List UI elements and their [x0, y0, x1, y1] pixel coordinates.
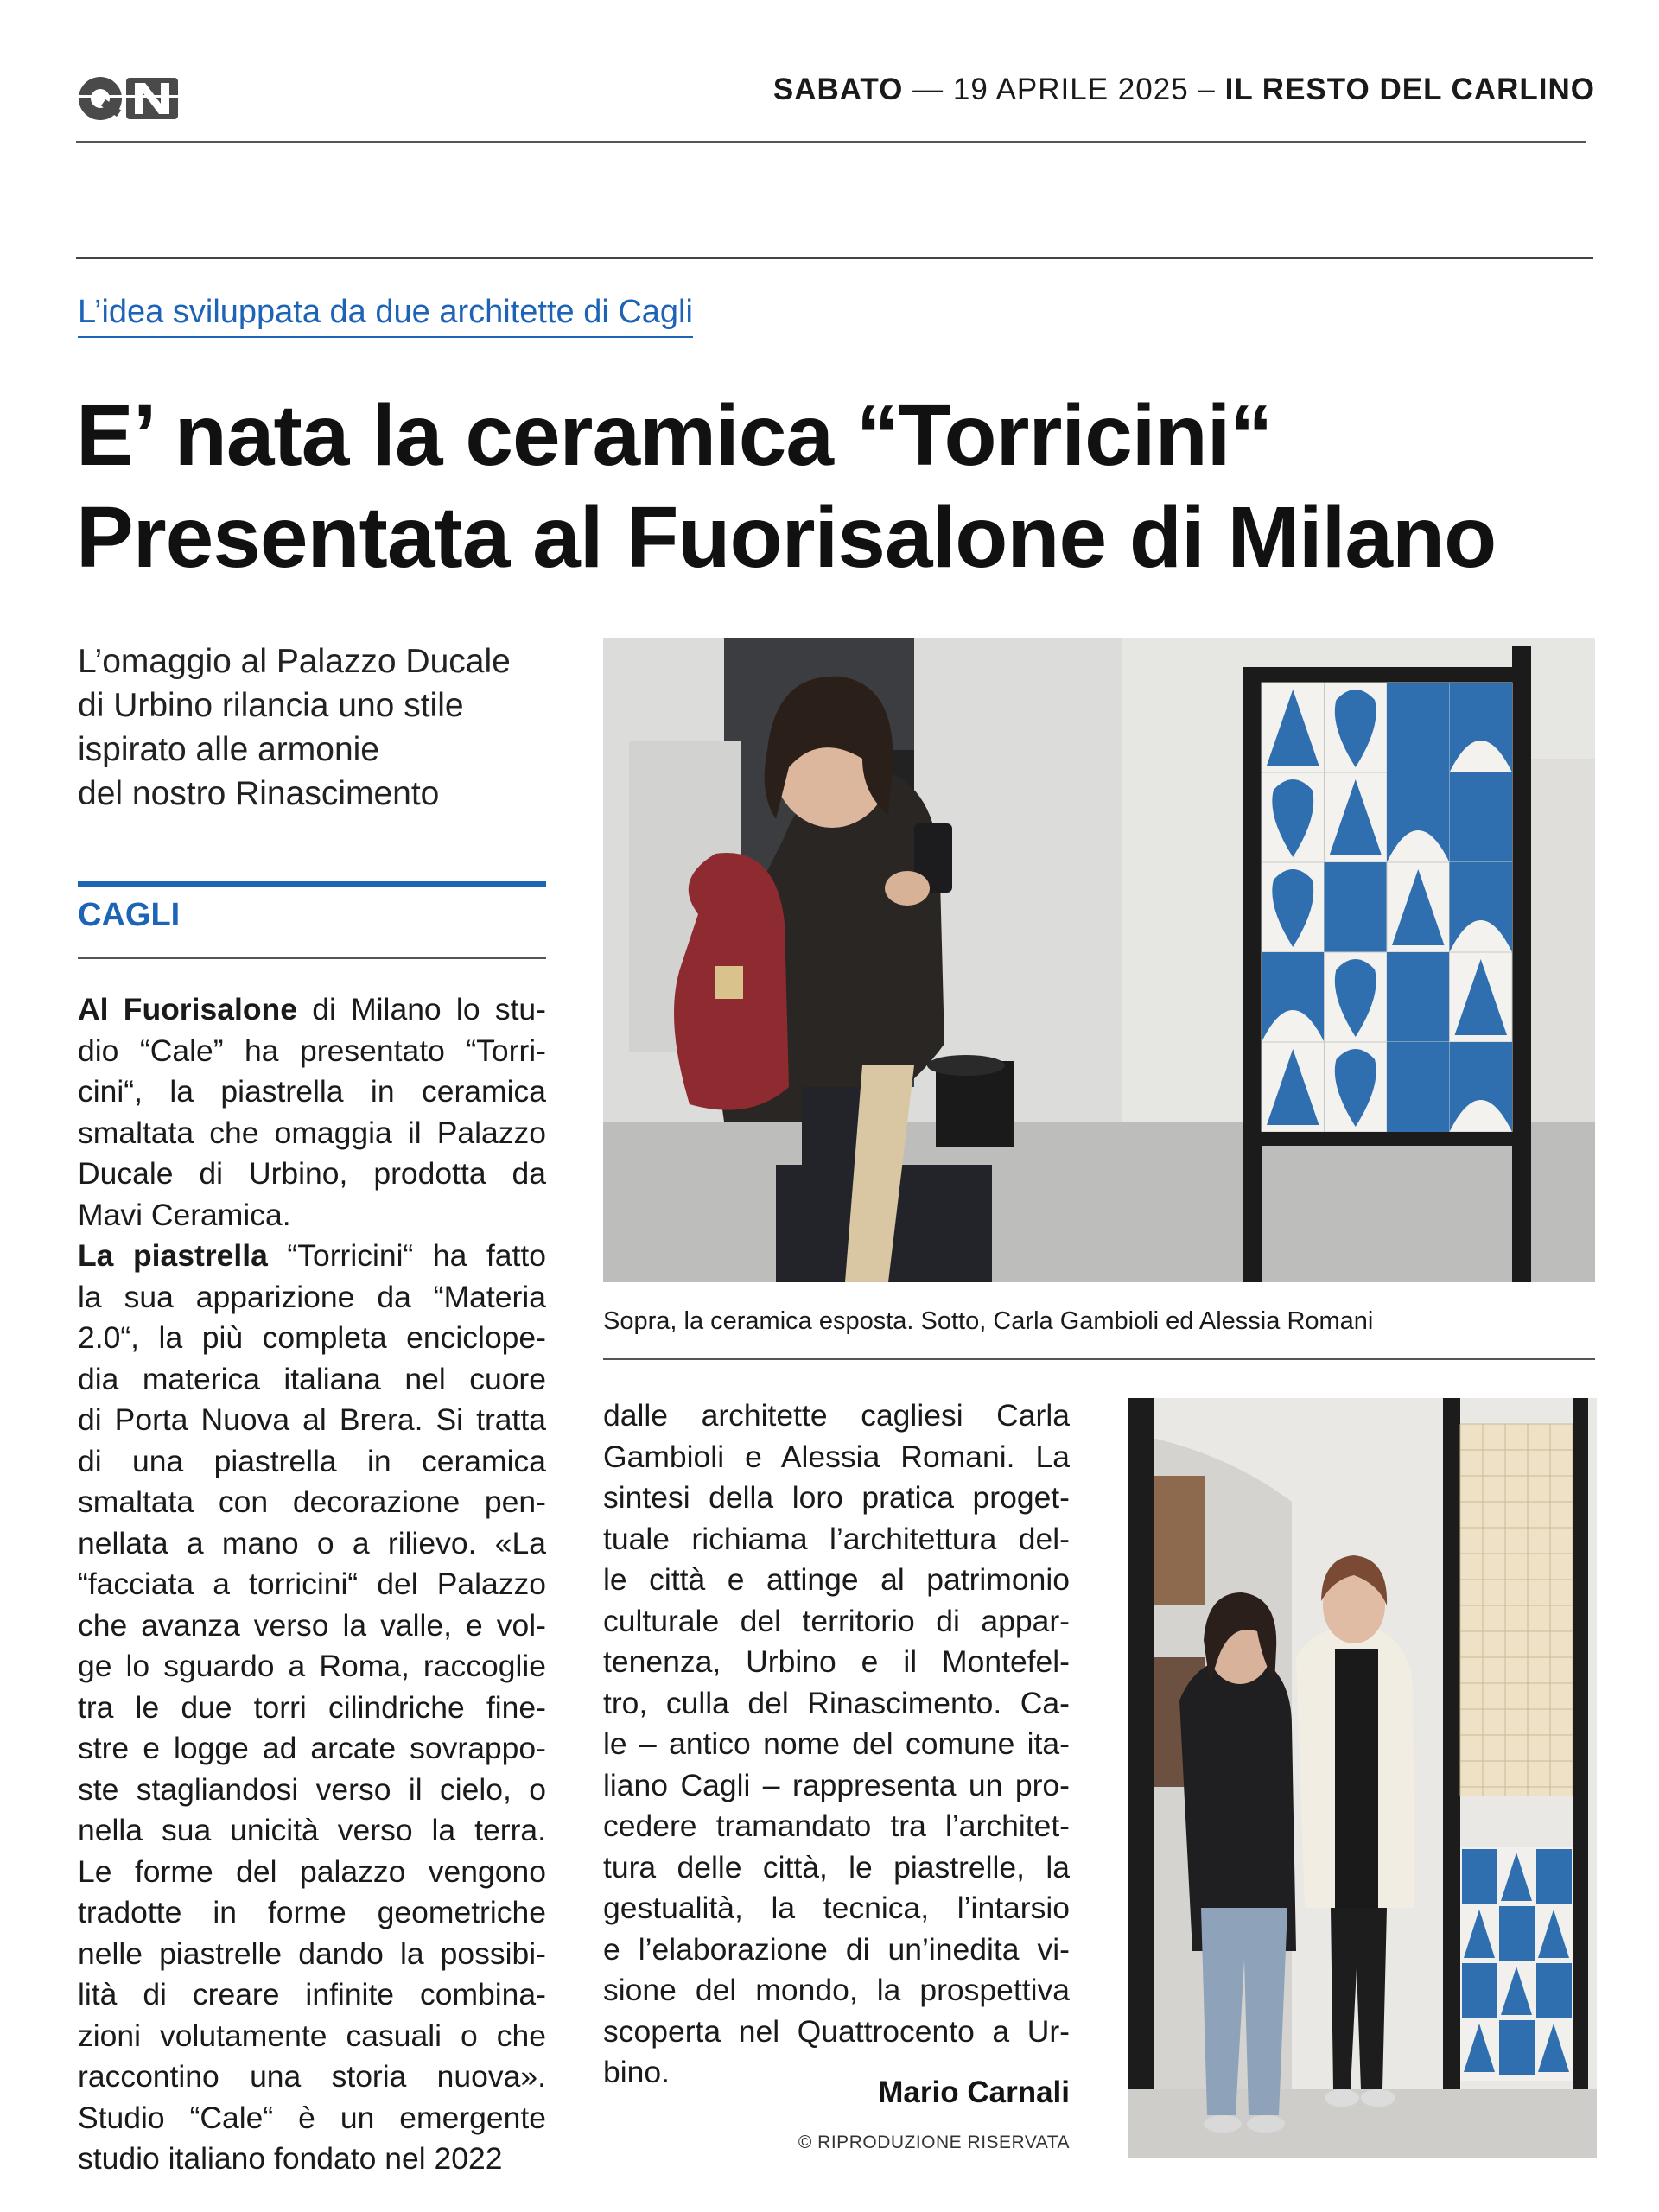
body-line: scoperta nel Quattrocento a Ur-: [603, 2013, 1070, 2049]
body-line: le città e attinge al patrimonio: [603, 1562, 1070, 1597]
body-line: cini“, la piastrella in ceramica: [78, 1074, 546, 1109]
body-line: zioni volutamente casuali o che: [78, 2018, 546, 2053]
day: SABATO: [772, 73, 904, 106]
body-line: tra le due torri cilindriche fine-: [78, 1689, 546, 1725]
body-line: stre e logge ad arcate sovrappo-: [78, 1731, 546, 1765]
paragraph-1: [78, 1031, 546, 1236]
headline-line-2: Presentata al Fuorisalone di Milano: [76, 489, 1497, 586]
caption-rule: [603, 1358, 1595, 1360]
body-line: smaltata con decorazione pen-: [78, 1484, 546, 1519]
body-line: Gambioli e Alessia Romani. La: [603, 1439, 1070, 1474]
body-line: tuale richiama l’architettura del-: [603, 1521, 1070, 1556]
body-line: 2.0“, la più completa enciclope-: [78, 1320, 546, 1355]
body-line: di una piastrella in ceramica: [78, 1443, 546, 1478]
date: 19 APRILE 2025: [952, 73, 1189, 106]
body-line: e l’elaborazione di un’inedita vi-: [603, 1931, 1070, 1967]
section-bar: [78, 881, 546, 887]
body-line: liano Cagli – rappresenta un pro-: [603, 1767, 1070, 1802]
summary-line: di Urbino rilancia uno stile: [78, 687, 464, 724]
copyright-notice: © RIPRODUZIONE RISERVATA: [798, 2133, 1070, 2152]
body-column-2: [603, 1395, 1070, 2094]
body-line: tro, culla del Rinascimento. Ca-: [603, 1685, 1070, 1720]
body-line: di Porta Nuova al Brera. Si tratta: [78, 1402, 546, 1437]
photo-architects: [1128, 1398, 1597, 2158]
summary-line: del nostro Rinascimento: [78, 775, 440, 812]
dateline: [773, 73, 1595, 107]
body-line: ste stagliandosi verso il cielo, o: [78, 1771, 546, 1807]
section-label: CAGLI: [78, 897, 181, 933]
body-line: Mavi Ceramica.: [78, 1197, 291, 1232]
kicker-rule: [76, 257, 1593, 259]
body-line: tenenza, Urbino e il Montefel-: [603, 1644, 1070, 1679]
body-line: bino.: [603, 2055, 670, 2089]
photo-ceramic-exhibit: [603, 638, 1595, 1282]
body-line: che avanza verso la valle, e vol-: [78, 1607, 546, 1643]
body-line: dia materica italiana nel cuore: [78, 1361, 546, 1396]
body-line: culturale del territorio di appar-: [603, 1603, 1070, 1638]
body-line: gestualità, la tecnica, l’intarsio: [603, 1891, 1070, 1925]
body-line: raccontino una storia nuova».: [78, 2059, 546, 2094]
summary-line: ispirato alle armonie: [78, 731, 380, 768]
qn-logo: [76, 74, 183, 123]
lead-in-rest: “Torricini“ ha fatto: [287, 1238, 546, 1273]
body-line: le – antico nome del comune ita-: [603, 1726, 1070, 1761]
body-line: tradotte in forme geometriche: [78, 1895, 546, 1929]
body-line: sintesi della loro pratica proget-: [603, 1480, 1070, 1515]
body-line: nella sua unicità verso la terra.: [78, 1813, 546, 1847]
body-line: smaltata che omaggia il Palazzo: [78, 1115, 546, 1150]
body-column-1: [78, 989, 546, 2180]
header-rule: [76, 141, 1586, 143]
body-line: Ducale di Urbino, prodotta da: [78, 1156, 546, 1191]
article-summary: [78, 639, 562, 816]
body-line: [78, 1236, 546, 1277]
body-line: la sua apparizione da “Materia: [78, 1279, 546, 1314]
dash-separator: —: [912, 73, 953, 106]
body-line: Studio “Cale“ è un emergente: [78, 2100, 546, 2135]
headline-line-1: E’ nata la ceramica “Torricini“: [76, 387, 1273, 484]
body-line: lità di creare infinite combina-: [78, 1977, 546, 2012]
body-line: [78, 989, 546, 1031]
body-line: nellata a mano o a rilievo. «La: [78, 1525, 546, 1560]
photo-caption: Sopra, la ceramica esposta. Sotto, Carla Gambioli ed Alessia Romani: [603, 1307, 1374, 1335]
lead-in-rest: di Milano lo stu-: [312, 992, 546, 1027]
body-line: nelle piastrelle dando la possibi-: [78, 1936, 546, 1971]
body-line: dalle architette cagliesi Carla: [603, 1398, 1070, 1433]
dash-separator: –: [1198, 73, 1225, 106]
body-line: cedere tramandato tra l’architet-: [603, 1808, 1070, 1843]
author-byline: Mario Carnali: [878, 2075, 1070, 2109]
lead-in-bold: La piastrella: [78, 1238, 268, 1273]
body-line: “facciata a torricini“ del Palazzo: [78, 1567, 546, 1601]
body-line: tura delle città, le piastrelle, la: [603, 1849, 1070, 1885]
body-line: ge lo sguardo a Roma, raccoglie: [78, 1649, 546, 1683]
section-rule: [78, 957, 546, 959]
body-line: studio italiano fondato nel 2022: [78, 2141, 503, 2176]
newspaper-name: IL RESTO DEL CARLINO: [1224, 73, 1595, 106]
lead-in-bold: Al Fuorisalone: [78, 992, 297, 1027]
body-line: sione del mondo, la prospettiva: [603, 1973, 1070, 2007]
article-kicker: L’idea sviluppata da due architette di Cagli: [78, 294, 693, 338]
body-line: dio “Cale” ha presentato “Torri-: [78, 1033, 546, 1068]
summary-line: L’omaggio al Palazzo Ducale: [78, 643, 511, 680]
article-headline: [76, 385, 1614, 588]
body-line: Le forme del palazzo vengono: [78, 1853, 546, 1889]
paragraph-2: [78, 1277, 546, 2180]
